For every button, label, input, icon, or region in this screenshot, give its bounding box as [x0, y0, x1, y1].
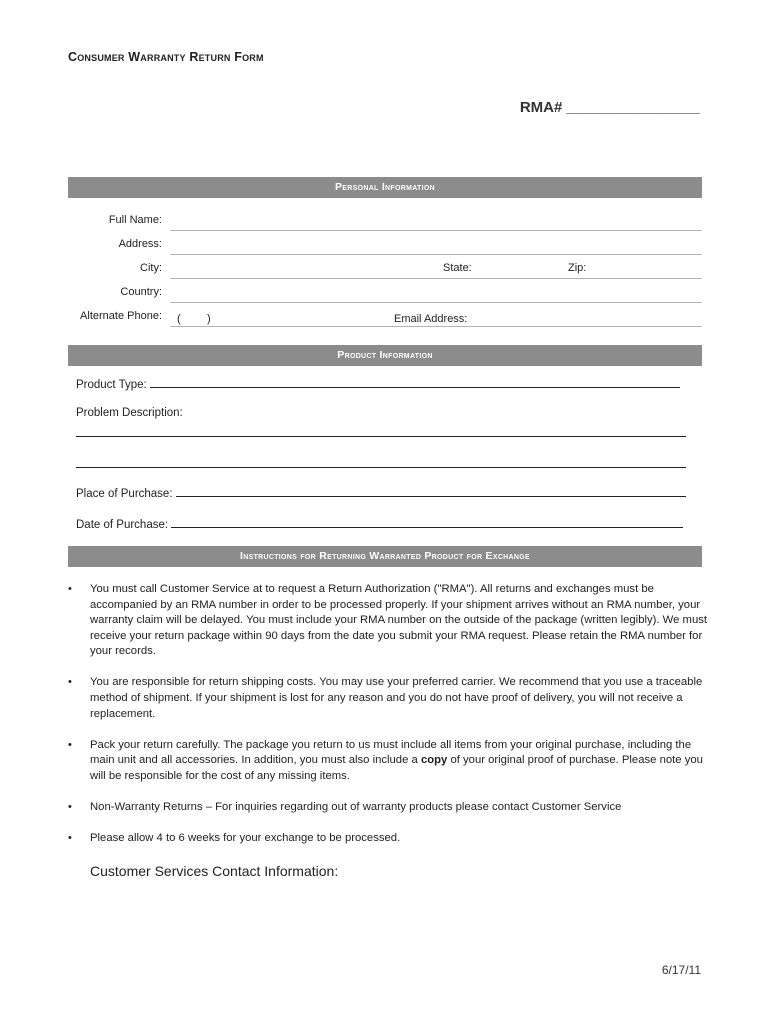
instruction-item — [68, 738, 708, 785]
zip-label: Zip: — [568, 262, 587, 274]
instruction-text-part: Pack your return carefully. The package you return to us must include all items from your original purchase, including the main unit and all accessories. In addition, you must also include a — [90, 738, 692, 767]
bullet-icon: • — [68, 583, 72, 595]
instruction-text: Non-Warranty Returns – For inquiries regarding out of warranty products please contact Customer Service — [90, 801, 622, 814]
date-of-purchase-row[interactable] — [76, 516, 683, 531]
place-of-purchase-label: Place of Purchase: — [76, 488, 173, 500]
instruction-text: Please allow 4 to 6 weeks for your exchange to be processed. — [90, 832, 401, 845]
problem-description-line-2[interactable] — [76, 467, 686, 468]
instruction-text-bold: copy — [420, 754, 448, 767]
bullet-icon: • — [68, 738, 72, 751]
address-field[interactable] — [170, 254, 702, 255]
alternate-phone-label: Alternate Phone: — [80, 310, 162, 322]
phone-email-field[interactable] — [170, 326, 702, 327]
personal-info-header: Personal Information — [68, 177, 702, 198]
country-label: Country: — [120, 286, 162, 298]
product-info-header: Product Information — [68, 345, 702, 366]
country-field[interactable] — [170, 302, 702, 303]
bullet-icon: • — [68, 676, 72, 689]
product-type-field[interactable] — [150, 376, 680, 388]
instruction-text-part: of your original proof of purchase. Please note you will be responsible for the cost of any missing items. — [90, 754, 703, 782]
bullet-icon: • — [68, 832, 72, 845]
rma-number-field[interactable]: RMA# ________________ — [519, 99, 700, 116]
contact-info-heading: Customer Services Contact Information: — [90, 863, 339, 879]
phone-close-paren: ) — [207, 313, 211, 325]
product-type-row[interactable] — [76, 376, 680, 391]
product-type-label: Product Type: — [76, 379, 147, 391]
state-label: State: — [443, 262, 472, 274]
instruction-item — [68, 675, 708, 722]
instructions-list — [68, 582, 708, 862]
city-label: City: — [140, 262, 162, 274]
instructions-header: Instructions for Returning Warranted Product for Exchange — [68, 546, 702, 567]
instruction-item — [68, 831, 708, 847]
email-label: Email Address: — [394, 313, 468, 325]
date-of-purchase-label: Date of Purchase: — [76, 519, 169, 531]
instruction-item — [68, 800, 708, 816]
instruction-text: You are responsible for return shipping costs. You may use your preferred carrier. We recommend that you use a traceable method of shipment. If your shipment is lost for any reason and you do not have proof of delivery, you will not receive a replacement. — [90, 676, 703, 720]
full-name-field[interactable] — [170, 230, 702, 231]
instruction-item — [68, 582, 708, 660]
date-of-purchase-field[interactable] — [171, 516, 683, 528]
address-label: Address: — [118, 238, 162, 250]
footer-date: 6/17/11 — [661, 963, 701, 977]
full-name-label: Full Name: — [108, 214, 162, 226]
instruction-text — [90, 739, 703, 782]
place-of-purchase-row[interactable] — [76, 485, 686, 500]
place-of-purchase-field[interactable] — [176, 485, 686, 497]
problem-description-line-1[interactable] — [76, 436, 686, 437]
bullet-icon: • — [68, 801, 72, 814]
instruction-text: You must call Customer Service at to request a Return Authorization ("RMA"). All returns and exchanges must be accompanied by an RMA number in order to be processed properly. If your shipment arrives without an RMA number, your warranty claim will be delayed. You must include your RMA number on the outside of the package (written legibly). We must receive your return package within 90 days from the date you submit your RMA request. Please retain the RMA number for your records. — [90, 583, 708, 658]
problem-description-label: Problem Description: — [76, 407, 183, 419]
city-state-zip-field[interactable] — [170, 278, 702, 279]
form-title: Consumer Warranty Return Form — [68, 50, 264, 64]
phone-open-paren: ( — [177, 313, 181, 325]
